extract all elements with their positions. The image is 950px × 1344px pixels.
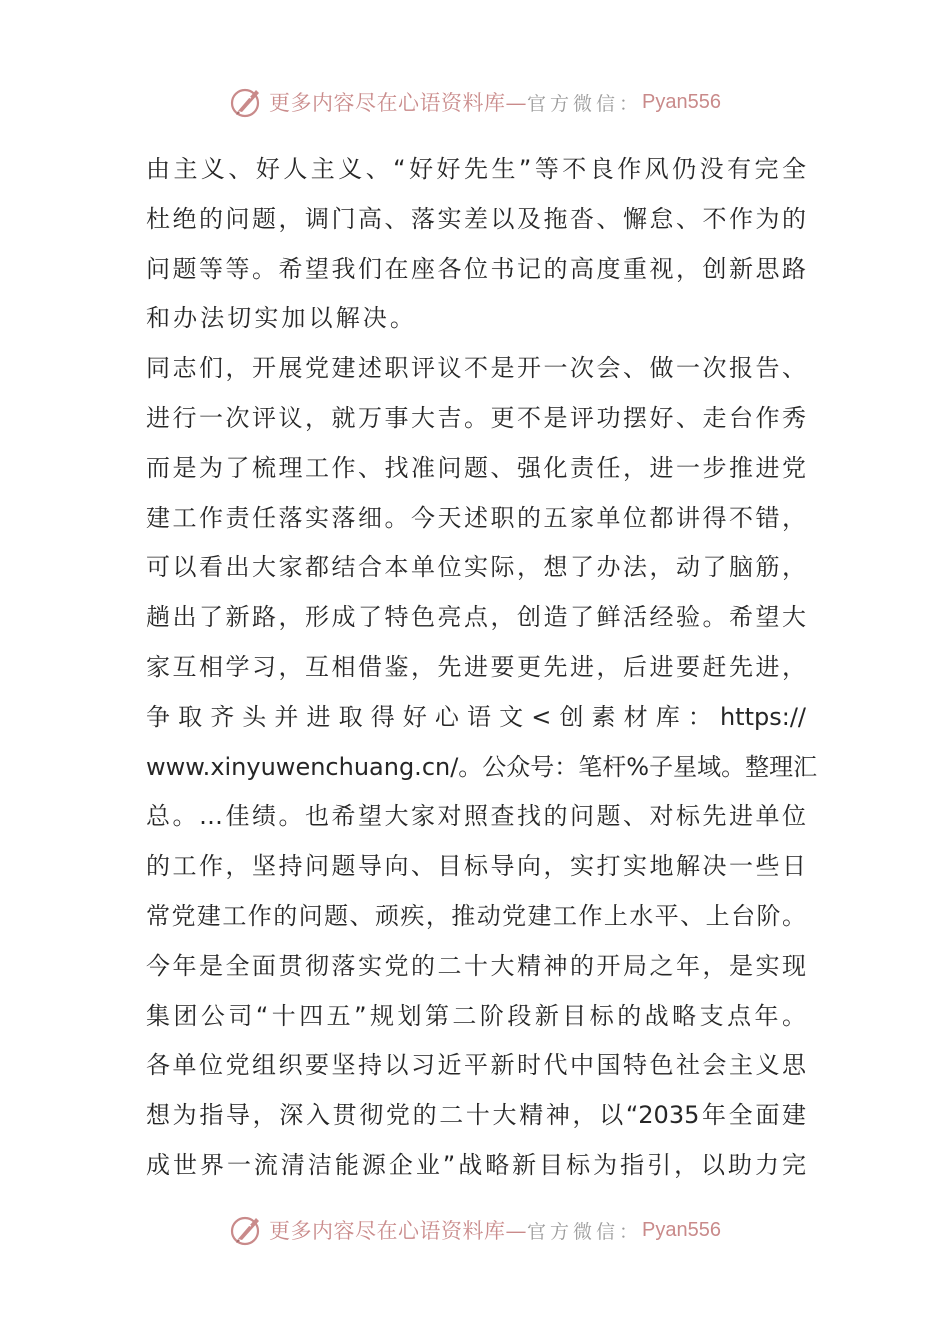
body-line: 成世界一流清洁能源企业”战略新目标为指引，以助力完 (146, 1150, 806, 1179)
body-line: 问题等等。希望我们在座各位书记的高度重视，创新思路 (146, 254, 806, 283)
body-line: 家互相学习，互相借鉴，先进要更先进，后进要赶先进， (146, 652, 806, 681)
body-line: 争取齐头并进取得好心语文<创素材库：https:// (146, 702, 806, 731)
header-text: 更多内容尽在心语资料库— (269, 91, 527, 115)
body-line: 而是为了梳理工作、找准问题、强化责任，进一步推进党 (146, 453, 806, 482)
body-line: 今年是全面贯彻落实党的二十大精神的开局之年，是实现 (146, 951, 806, 980)
body-line: 杜绝的问题，调门高、落实差以及拖沓、懈怠、不作为的 (146, 204, 806, 233)
body-line: 趟出了新路，形成了特色亮点，创造了鲜活经验。希望大 (146, 603, 806, 632)
body-line: www.xinyuwenchuang.cn/。公众号：笔杆%子星域。整理汇 (146, 752, 818, 781)
body-line: 的工作，坚持问题导向、目标导向，实打实地解决一些日 (146, 852, 806, 881)
body-line: 进行一次评议，就万事大吉。更不是评功摆好、走台作秀 (146, 403, 806, 432)
footer-banner (0, 1208, 950, 1252)
body-line: 想为指导，深入贯彻党的二十大精神，以“2035年全面建 (146, 1101, 806, 1130)
footer-wechat-id: Pyan556 (642, 1218, 721, 1241)
header-wechat-id: Pyan556 (642, 90, 721, 113)
body-line: 各单位党组织要坚持以习近平新时代中国特色社会主义思 (146, 1051, 806, 1080)
body-line: 和办法切实加以解决。 (146, 304, 417, 333)
header-wechat-label: 官方微信： (527, 92, 643, 115)
footer-wechat-label: 官方微信： (527, 1220, 643, 1243)
body-line: 常党建工作的问题、顽疾，推动党建工作上水平、上台阶。 (146, 901, 806, 930)
quill-pen-logo-icon (229, 84, 265, 120)
body-line: 建工作责任落实落细。今天述职的五家单位都讲得不错， (146, 503, 806, 532)
body-line: 可以看出大家都结合本单位实际，想了办法，动了脑筋， (146, 553, 806, 582)
body-line: 由主义、好人主义、“好好先生”等不良作风仍没有完全 (146, 155, 806, 183)
body-line: 同志们，开展党建述职评议不是开一次会、做一次报告、 (146, 354, 806, 383)
header-banner (0, 80, 950, 124)
body-line: 总。…佳绩。也希望大家对照查找的问题、对标先进单位 (146, 802, 806, 831)
quill-pen-logo-icon (229, 1212, 265, 1248)
body-line: 集团公司“十四五”规划第二阶段新目标的战略支点年。 (146, 1001, 806, 1030)
document-body (146, 145, 818, 1191)
footer-text: 更多内容尽在心语资料库— (269, 1219, 527, 1243)
